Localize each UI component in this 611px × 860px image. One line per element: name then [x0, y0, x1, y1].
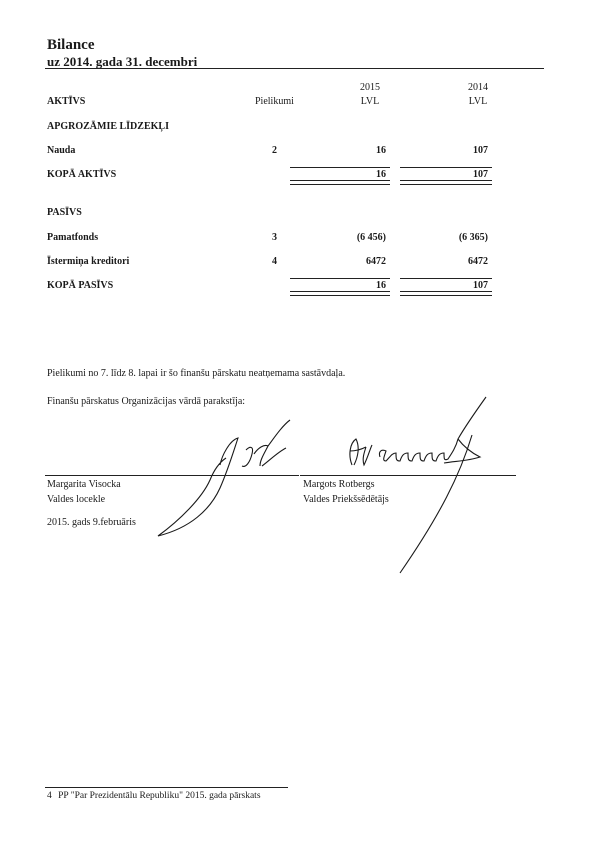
column-pielikumi: Pielikumi	[255, 96, 294, 107]
row-value-2014: (6 365)	[458, 232, 488, 243]
liabilities-total-double-rule-2015	[290, 291, 390, 296]
signatory-role: Valdes locekle	[47, 494, 106, 505]
footer-rule	[45, 787, 288, 788]
signatory-role: Valdes Priekšsēdētājs	[303, 494, 389, 505]
column-currency-2014: LVL	[468, 96, 488, 107]
row-note: 4	[272, 256, 277, 267]
row-label: Nauda	[47, 145, 76, 156]
column-currency-2015: LVL	[360, 96, 380, 107]
liabilities-total-top-rule-2014	[400, 278, 492, 279]
signature-line-visocka	[45, 475, 299, 476]
column-aktivs: AKTĪVS	[47, 96, 86, 107]
signatory-name: Margots Rotbergs	[303, 479, 375, 490]
footer-text: PP "Par Prezidentālu Republiku" 2015. gada pārskats	[58, 791, 261, 801]
assets-total-double-rule-2015	[290, 180, 390, 185]
column-year-2015: 2015	[360, 82, 380, 93]
liabilities-section-heading: PASĪVS	[47, 207, 82, 218]
header-rule	[45, 68, 544, 69]
assets-total-double-rule-2014	[400, 180, 492, 185]
signing-date: 2015. gads 9.februāris	[47, 517, 136, 528]
assets-total-2014: 107	[473, 169, 488, 180]
signatory-name: Margarita Visocka	[47, 479, 121, 490]
signed-statement: Finanšu pārskatus Organizācijas vārdā parakstīja:	[47, 396, 246, 407]
row-value-2014: 107	[473, 145, 488, 156]
assets-total-top-rule-2015	[290, 167, 390, 168]
footer	[47, 791, 261, 801]
liabilities-total-2015: 16	[376, 280, 386, 291]
liabilities-total-top-rule-2015	[290, 278, 390, 279]
row-value-2015: (6 456)	[356, 232, 386, 243]
signature-line-rotbergs	[300, 475, 516, 476]
row-note: 2	[272, 145, 277, 156]
document-subtitle: uz 2014. gada 31. decembri	[47, 54, 198, 69]
assets-total-top-rule-2014	[400, 167, 492, 168]
row-label: Īstermiņa kreditori	[47, 256, 130, 267]
row-value-2015: 6472	[366, 256, 386, 267]
row-label: Pamatfonds	[47, 232, 99, 243]
assets-section-heading: APGROZĀMIE LĪDZEKĻI	[47, 121, 169, 132]
column-year-2014: 2014	[468, 82, 488, 93]
liabilities-total-2014: 107	[473, 280, 488, 291]
footer-page-number: 4	[47, 791, 52, 801]
liabilities-total-double-rule-2014	[400, 291, 492, 296]
row-note: 3	[272, 232, 277, 243]
liabilities-total-label: KOPĀ PASĪVS	[47, 280, 114, 291]
row-value-2014: 6472	[468, 256, 488, 267]
document-title: Bilance	[47, 37, 95, 53]
assets-total-2015: 16	[376, 169, 386, 180]
row-value-2015: 16	[376, 145, 386, 156]
notes-statement: Pielikumi no 7. līdz 8. lapai ir šo finanšu pārskatu neatņemama sastāvdaļa.	[47, 368, 346, 379]
assets-total-label: KOPĀ AKTĪVS	[47, 169, 117, 180]
